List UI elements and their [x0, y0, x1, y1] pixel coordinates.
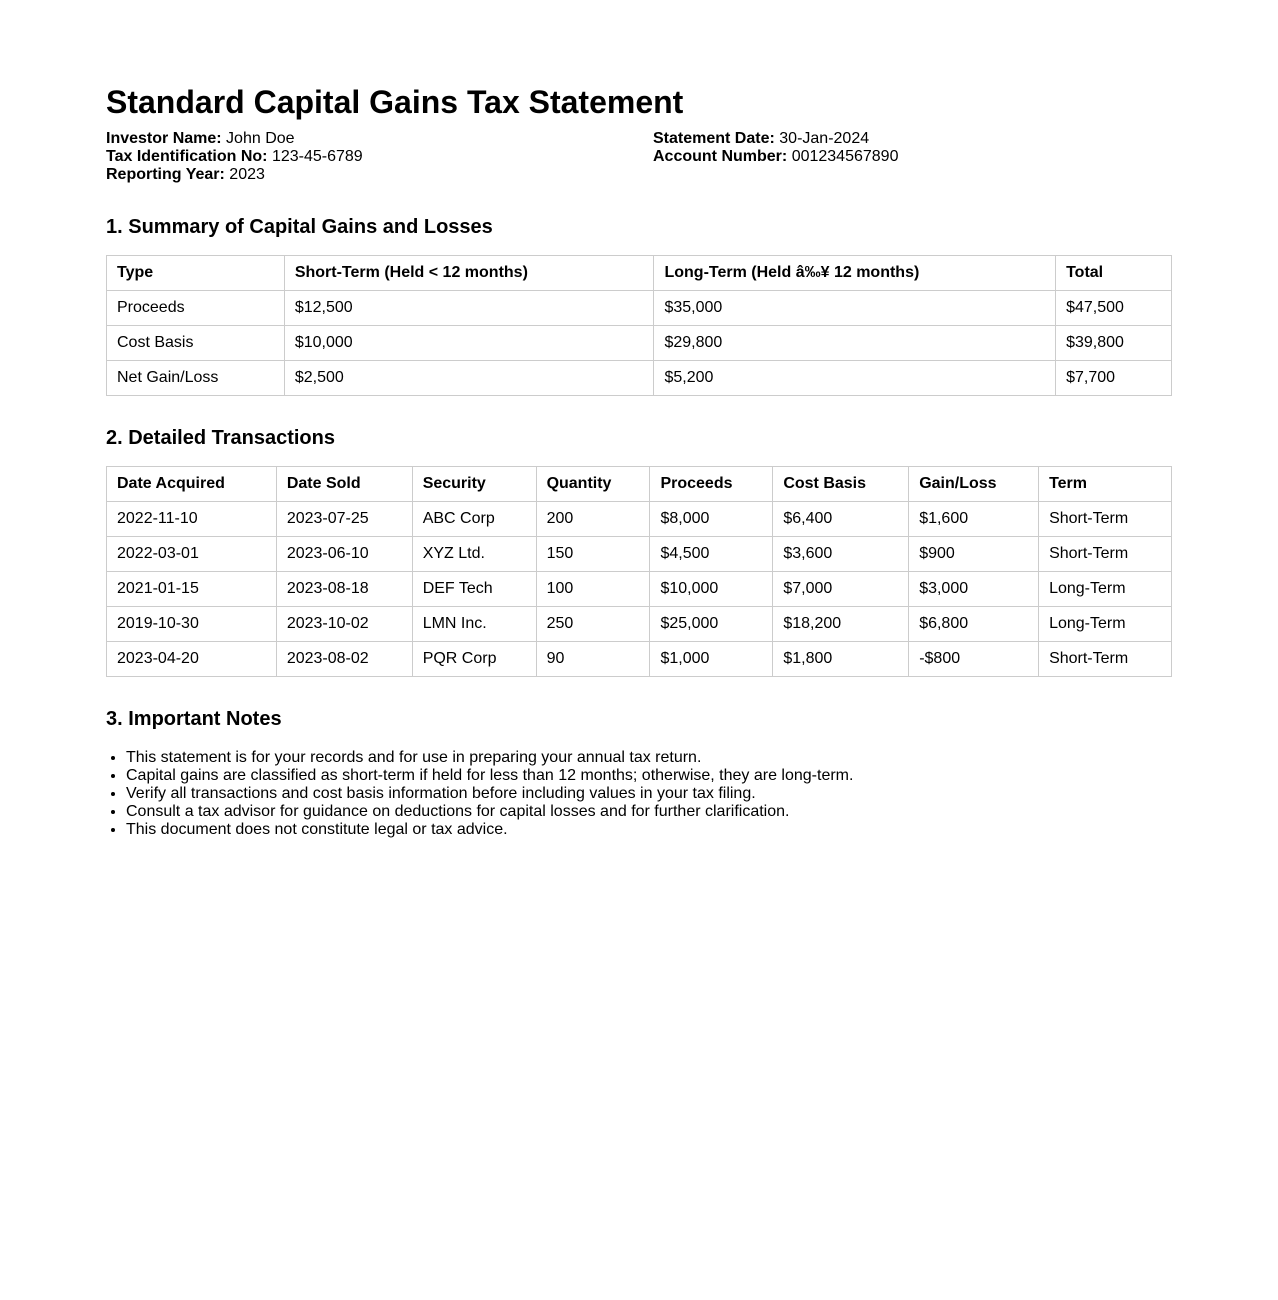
- transactions-table: [106, 466, 1172, 677]
- summary-cell: Proceeds: [107, 291, 285, 326]
- transaction-cell: $1,600: [909, 502, 1039, 537]
- reporting-year-line: [106, 166, 363, 184]
- transactions-header-cell: Date Sold: [276, 467, 412, 502]
- statement-date-value: 30-Jan-2024: [779, 130, 870, 147]
- list-item: • This statement is for your records and for use in preparing your annual tax return.: [126, 749, 1172, 767]
- transaction-cell: ABC Corp: [412, 502, 536, 537]
- account-number-label: Account Number:: [653, 148, 788, 165]
- summary-header-cell: Total: [1056, 256, 1172, 291]
- summary-cell: $39,800: [1056, 326, 1172, 361]
- transaction-cell: 2023-08-18: [276, 572, 412, 607]
- page-title: Standard Capital Gains Tax Statement: [106, 84, 684, 120]
- transaction-cell: $3,600: [773, 537, 909, 572]
- transaction-cell: Long-Term: [1039, 572, 1172, 607]
- summary-cell: $29,800: [654, 326, 1056, 361]
- summary-header-row: [107, 256, 1172, 291]
- tax-id-line: [106, 148, 363, 166]
- investor-info: [106, 130, 1172, 184]
- transaction-cell: 150: [536, 537, 650, 572]
- summary-table: [106, 255, 1172, 396]
- transaction-cell: LMN Inc.: [412, 607, 536, 642]
- summary-cell: $5,200: [654, 361, 1056, 396]
- table-row: [107, 572, 1172, 607]
- reporting-year-value: 2023: [229, 166, 265, 183]
- transaction-cell: $25,000: [650, 607, 773, 642]
- transaction-cell: 100: [536, 572, 650, 607]
- table-row: [107, 361, 1172, 396]
- transaction-cell: $4,500: [650, 537, 773, 572]
- investor-info-right: [653, 130, 898, 166]
- tax-id-value: 123-45-6789: [271, 148, 363, 165]
- tax-id-label: Tax Identification No:: [106, 148, 268, 165]
- transaction-cell: $18,200: [773, 607, 909, 642]
- table-row: [107, 537, 1172, 572]
- transaction-cell: 2022-03-01: [107, 537, 277, 572]
- account-number-line: [653, 148, 898, 166]
- transaction-cell: 250: [536, 607, 650, 642]
- summary-heading: 1. Summary of Capital Gains and Losses: [106, 216, 493, 238]
- transaction-cell: $8,000: [650, 502, 773, 537]
- transaction-cell: $6,400: [773, 502, 909, 537]
- table-row: [107, 326, 1172, 361]
- statement-date-line: [653, 130, 898, 148]
- summary-cell: $47,500: [1056, 291, 1172, 326]
- table-row: [107, 607, 1172, 642]
- transaction-cell: DEF Tech: [412, 572, 536, 607]
- transaction-cell: $10,000: [650, 572, 773, 607]
- transaction-cell: PQR Corp: [412, 642, 536, 677]
- list-item: • Capital gains are classified as short-term if held for less than 12 months; otherwise, they are long-term.: [126, 767, 1172, 785]
- transactions-header-cell: Security: [412, 467, 536, 502]
- transaction-cell: 2019-10-30: [107, 607, 277, 642]
- list-item: • Consult a tax advisor for guidance on deductions for capital losses and for further clarification.: [126, 803, 1172, 821]
- transactions-header-cell: Date Acquired: [107, 467, 277, 502]
- transaction-cell: $1,800: [773, 642, 909, 677]
- summary-cell: $35,000: [654, 291, 1056, 326]
- investor-name-label: Investor Name:: [106, 130, 222, 147]
- summary-cell: $12,500: [284, 291, 654, 326]
- transaction-cell: 2023-07-25: [276, 502, 412, 537]
- transaction-cell: $900: [909, 537, 1039, 572]
- list-item: • Verify all transactions and cost basis information before including values in your tax filing.: [126, 785, 1172, 803]
- account-number-value: 001234567890: [791, 148, 899, 165]
- summary-cell: Cost Basis: [107, 326, 285, 361]
- reporting-year-label: Reporting Year:: [106, 166, 225, 183]
- transactions-header-row: [107, 467, 1172, 502]
- list-item: • This document does not constitute legal or tax advice.: [126, 821, 1172, 839]
- transaction-cell: $3,000: [909, 572, 1039, 607]
- summary-header-cell: Long-Term (Held â‰¥ 12 months): [654, 256, 1056, 291]
- notes-heading: 3. Important Notes: [106, 708, 282, 730]
- summary-cell: $10,000: [284, 326, 654, 361]
- table-row: [107, 642, 1172, 677]
- transaction-cell: 200: [536, 502, 650, 537]
- transactions-heading: 2. Detailed Transactions: [106, 427, 335, 449]
- transaction-cell: XYZ Ltd.: [412, 537, 536, 572]
- transaction-cell: $7,000: [773, 572, 909, 607]
- investor-name-line: [106, 130, 363, 148]
- table-row: [107, 502, 1172, 537]
- summary-cell: $2,500: [284, 361, 654, 396]
- transaction-cell: -$800: [909, 642, 1039, 677]
- statement-date-label: Statement Date:: [653, 130, 775, 147]
- transaction-cell: 2023-04-20: [107, 642, 277, 677]
- statement-page: [106, 0, 1172, 839]
- transactions-header-cell: Cost Basis: [773, 467, 909, 502]
- investor-info-left: [106, 130, 363, 184]
- transaction-cell: 2023-10-02: [276, 607, 412, 642]
- transaction-cell: Long-Term: [1039, 607, 1172, 642]
- table-row: [107, 291, 1172, 326]
- transaction-cell: 90: [536, 642, 650, 677]
- transaction-cell: 2022-11-10: [107, 502, 277, 537]
- transactions-header-cell: Gain/Loss: [909, 467, 1039, 502]
- transactions-header-cell: Term: [1039, 467, 1172, 502]
- transaction-cell: $6,800: [909, 607, 1039, 642]
- investor-name-value: John Doe: [226, 130, 295, 147]
- summary-cell: Net Gain/Loss: [107, 361, 285, 396]
- summary-header-cell: Short-Term (Held < 12 months): [284, 256, 654, 291]
- summary-header-cell: Type: [107, 256, 285, 291]
- transaction-cell: Short-Term: [1039, 642, 1172, 677]
- transaction-cell: 2023-06-10: [276, 537, 412, 572]
- transactions-header-cell: Proceeds: [650, 467, 773, 502]
- notes-list: [106, 749, 1172, 839]
- transaction-cell: Short-Term: [1039, 502, 1172, 537]
- transaction-cell: $1,000: [650, 642, 773, 677]
- transactions-header-cell: Quantity: [536, 467, 650, 502]
- summary-cell: $7,700: [1056, 361, 1172, 396]
- transaction-cell: 2023-08-02: [276, 642, 412, 677]
- transaction-cell: 2021-01-15: [107, 572, 277, 607]
- transaction-cell: Short-Term: [1039, 537, 1172, 572]
